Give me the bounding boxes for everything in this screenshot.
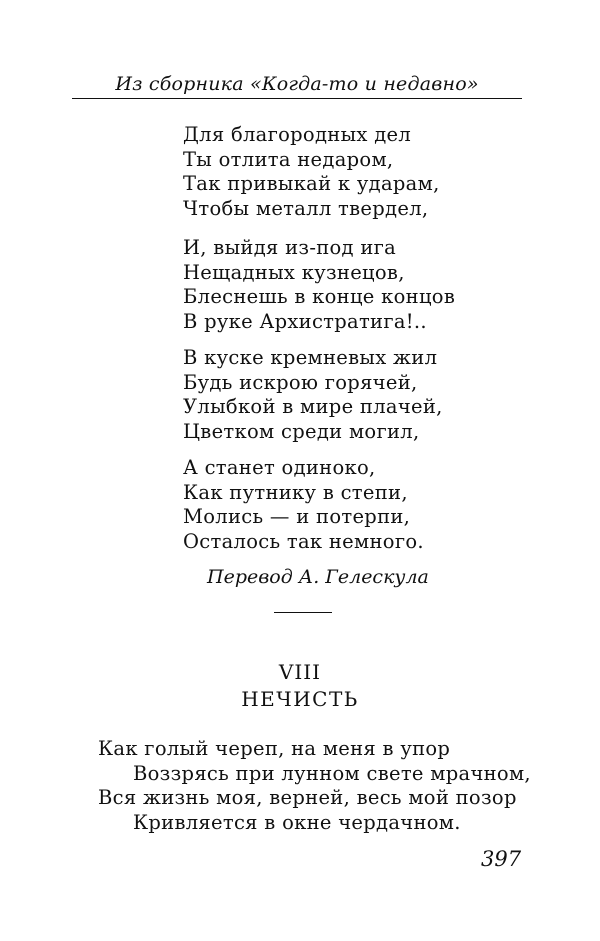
header-divider bbox=[72, 98, 522, 99]
stanza-1 bbox=[183, 123, 483, 222]
poem-line: Для благородных дел bbox=[183, 123, 412, 146]
section-title: НЕЧИСТЬ bbox=[241, 687, 359, 711]
section-divider bbox=[274, 612, 332, 613]
poem-line: Ты отлита недаром, bbox=[183, 147, 394, 171]
poem-line: Так привыкай к ударам, bbox=[183, 172, 440, 196]
poem-line: И, выйдя из-под ига bbox=[183, 236, 397, 259]
poem-line: Вся жизнь моя, верней, весь мой позор bbox=[98, 786, 517, 810]
page-number: 397 bbox=[481, 847, 522, 871]
poem-line: Воззрясь при лунном свете мрачном, bbox=[133, 761, 531, 785]
running-header: Из сборника «Когда-то и недавно» bbox=[115, 73, 479, 95]
section-number: VIII bbox=[278, 660, 322, 684]
poem-line: Осталось так немного. bbox=[183, 530, 424, 554]
poem-line: Блеснешь в конце концов bbox=[183, 285, 456, 309]
translator-attribution: Перевод А. Гелескула bbox=[207, 566, 429, 588]
poem-line: Как путнику в степи, bbox=[183, 480, 408, 504]
stanza-2 bbox=[183, 236, 483, 335]
poem-2 bbox=[98, 737, 531, 836]
poem-line: Чтобы металл твердел, bbox=[183, 197, 429, 221]
poem-line: Как голый череп, на меня в упор bbox=[98, 737, 451, 760]
poem-line: В руке Архистратига!.. bbox=[183, 310, 427, 334]
poem-line: Нещадных кузнецов, bbox=[183, 260, 405, 284]
stanza-3 bbox=[183, 346, 483, 445]
poem-line: Цветком среди могил, bbox=[183, 420, 420, 444]
poem-line: А станет одиноко, bbox=[183, 456, 376, 479]
poem-line: В куске кремневых жил bbox=[183, 346, 438, 369]
poem-line: Улыбкой в мире плачей, bbox=[183, 395, 443, 419]
poem-line: Будь искрою горячей, bbox=[183, 370, 418, 394]
poem-line: Молись — и потерпи, bbox=[183, 505, 411, 529]
poem-line: Кривляется в окне чердачном. bbox=[133, 811, 461, 835]
stanza-4 bbox=[183, 456, 483, 555]
